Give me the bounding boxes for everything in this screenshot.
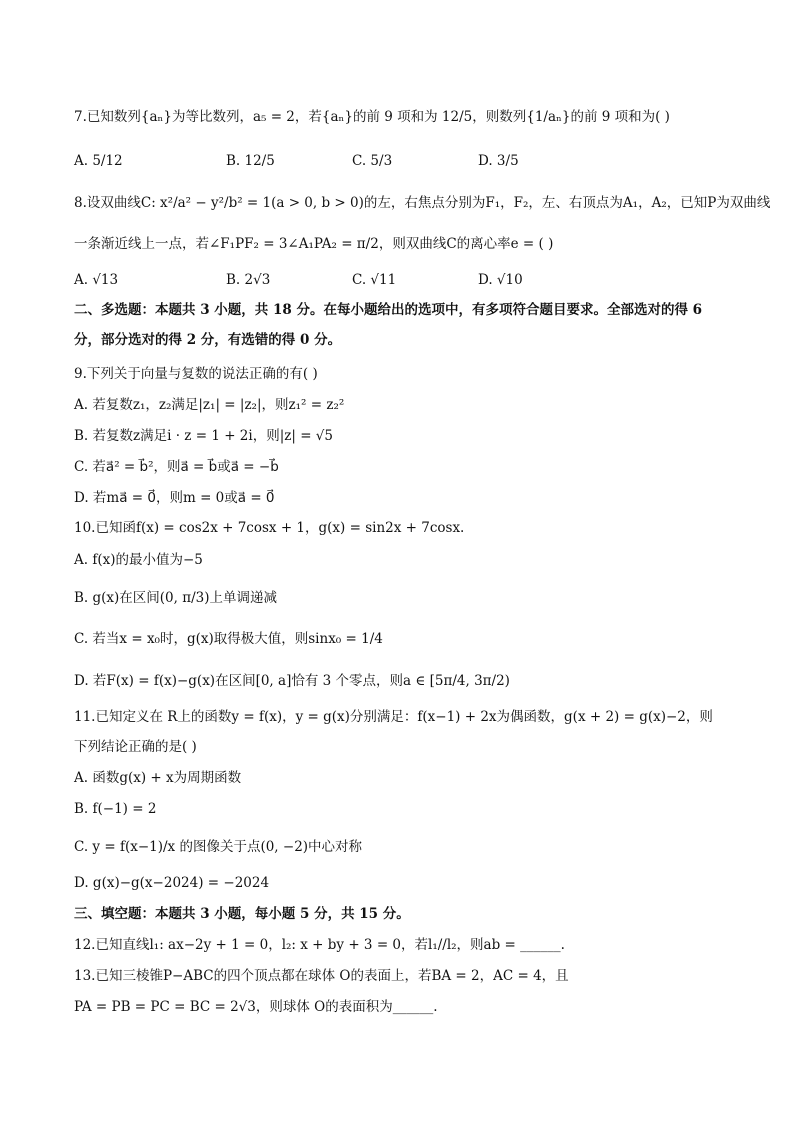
q9-option-d: D. 若ma⃗ = 0⃗，则m = 0或a⃗ = 0⃗ [74,490,275,506]
q11-option-c: C. y = f(x−1)/x 的图像关于点(0, −2)中心对称 [74,839,363,855]
q11-option-a: A. 函数g(x) + x为周期函数 [74,770,242,786]
section3-heading: 三、填空题：本题共 3 小题，每小题 5 分，共 15 分。 [74,906,410,922]
q8-option-c: C. √11 [352,272,397,288]
q13-stem-line2: PA = PB = PC = BC = 2√3，则球体 O的表面积为______. [74,999,438,1015]
q7-option-a: A. 5/12 [74,153,123,169]
section2-heading-line2: 分，部分选对的得 2 分，有选错的得 0 分。 [74,332,342,348]
q8-option-a: A. √13 [74,272,119,288]
q10-option-a: A. f(x)的最小值为−5 [74,552,203,568]
q9-option-c: C. 若a⃗² = b⃗²，则a⃗ = b⃗或a⃗ = −b⃗ [74,459,279,475]
q7-option-d: D. 3/5 [478,153,519,169]
q7-option-b: B. 12/5 [226,153,275,169]
q9-option-a: A. 若复数z₁，z₂满足|z₁| = |z₂|，则z₁² = z₂² [74,397,345,413]
q11-stem-line2: 下列结论正确的是( ) [74,739,197,755]
q8-option-d: D. √10 [478,272,523,288]
q11-option-b: B. f(−1) = 2 [74,801,157,817]
q7-stem: 7.已知数列{aₙ}为等比数列，a₅ = 2，若{aₙ}的前 9 项和为 12/5，则数列{1/aₙ}的前 9 项和为( ) [74,109,670,125]
q10-option-b: B. g(x)在区间(0, π/3)上单调递减 [74,590,278,606]
section2-heading-line1: 二、多选题：本题共 3 小题，共 18 分。在每小题给出的选项中，有多项符合题目要求。全部选对的得 6 [74,302,703,318]
q10-option-d: D. 若F(x) = f(x)−g(x)在区间[0, a]恰有 3 个零点，则a ∈ [5π/4, 3π/2) [74,673,510,689]
q8-stem-line1: 8.设双曲线C: x²/a² − y²/b² = 1(a > 0, b > 0)的左，右焦点分别为F₁，F₂，左、右顶点为A₁，A₂，已知P为双曲线 [74,195,771,211]
q10-stem: 10.已知函f(x) = cos2x + 7cosx + 1，g(x) = sin2x + 7cosx. [74,520,465,536]
q9-stem: 9.下列关于向量与复数的说法正确的有( ) [74,366,318,382]
q11-option-d: D. g(x)−g(x−2024) = −2024 [74,875,270,891]
q11-stem-line1: 11.已知定义在 R上的函数y = f(x)，y = g(x)分别满足：f(x−1) + 2x为偶函数，g(x + 2) = g(x)−2，则 [74,709,713,725]
q10-option-c: C. 若当x = x₀时，g(x)取得极大值，则sinx₀ = 1/4 [74,631,383,647]
q13-stem-line1: 13.已知三棱锥P−ABC的四个顶点都在球体 O的表面上，若BA = 2，AC = 4，且 [74,968,569,984]
q12-stem: 12.已知直线l₁: ax−2y + 1 = 0，l₂: x + by + 3 = 0，若l₁//l₂，则ab = ______. [74,937,565,953]
q7-option-c: C. 5/3 [352,153,393,169]
q8-option-b: B. 2√3 [226,272,271,288]
q9-option-b: B. 若复数z满足i · z = 1 + 2i，则|z| = √5 [74,428,333,444]
q8-stem-line2: 一条渐近线上一点，若∠F₁PF₂ = 3∠A₁PA₂ = π/2，则双曲线C的离心率e = ( ) [74,236,554,252]
